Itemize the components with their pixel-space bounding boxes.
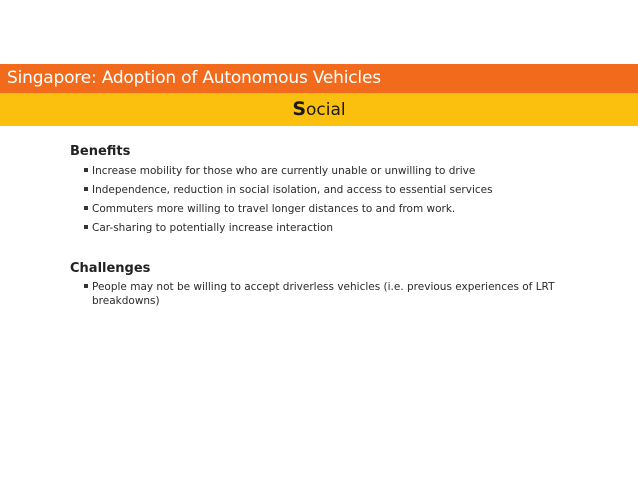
square-bullet-icon <box>84 168 88 172</box>
subtitle-rest: ocial <box>306 100 346 120</box>
square-bullet-icon <box>84 225 88 229</box>
challenges-section <box>70 261 570 308</box>
benefits-heading: Benefits <box>70 144 131 159</box>
square-bullet-icon <box>84 206 88 210</box>
list-item <box>70 221 570 235</box>
title-bar <box>0 64 638 93</box>
list-item <box>70 280 570 308</box>
subtitle-initial: S <box>292 98 307 120</box>
list-item <box>70 202 570 216</box>
list-item <box>70 183 570 197</box>
slide-subtitle <box>0 98 638 121</box>
slide-title: Singapore: Adoption of Autonomous Vehicles <box>7 68 381 88</box>
list-item-text: Independence, reduction in social isolation, and access to essential services <box>92 184 493 196</box>
list-item-text: People may not be willing to accept driverless vehicles (i.e. previous experiences of LRT breakdowns) <box>92 281 555 307</box>
list-item-text: Commuters more willing to travel longer distances to and from work. <box>92 203 456 215</box>
list-item-text: Increase mobility for those who are currently unable or unwilling to drive <box>92 165 476 177</box>
challenges-list <box>70 280 570 308</box>
challenges-heading: Challenges <box>70 261 151 276</box>
square-bullet-icon <box>84 187 88 191</box>
benefits-section <box>70 144 570 240</box>
square-bullet-icon <box>84 284 88 288</box>
subtitle-bar <box>0 93 638 126</box>
list-item-text: Car-sharing to potentially increase interaction <box>92 222 334 234</box>
list-item <box>70 164 570 178</box>
benefits-list <box>70 164 570 235</box>
